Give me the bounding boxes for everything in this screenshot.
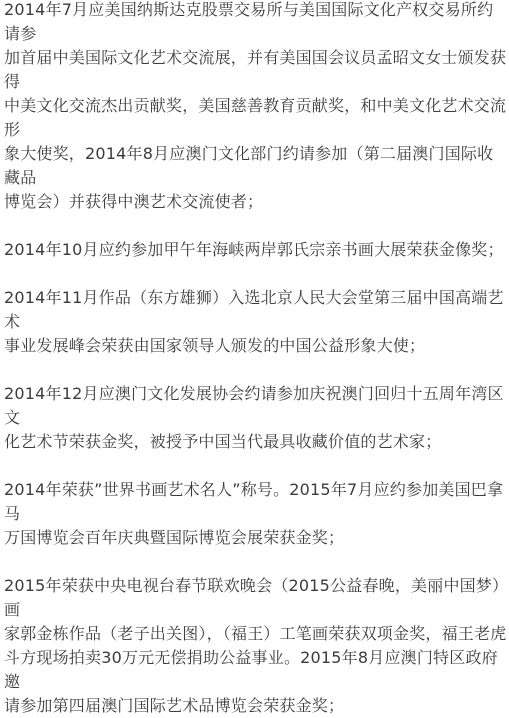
paragraph-2014-october: 2014年10月应约参加甲午年海峡两岸郭氏宗亲书画大展荣获金像奖；	[4, 240, 504, 259]
article-body	[4, 0, 507, 718]
paragraph-2014-november: 2014年11月作品（东方雄狮）入选北京人民大会堂第三届中国高端艺术 事业发展峰会荣获由国家领导人颁发的中国公益形象大使；	[4, 288, 504, 355]
paragraph-2015-awards: 2015年荣获中央电视台春节联欢晚会（2015公益春晚，美丽中国梦）画 家郭金栋作品（老子出关图），（福王）工笔画荣获双项金奖，福王老虎 斗方现场拍卖30万元无偿捐助公益事业。2015年8月应澳门特区政府邀 请参加第四届澳门国际艺术品博览会荣获金奖；	[4, 576, 507, 715]
paragraph-2014-july: 2014年7月应美国纳斯达克股票交易所与美国国际文化产权交易所约请参 加首届中美国际文化艺术交流展，并有美国国会议员孟昭文女士颁发获得 中美文化交流杰出贡献奖，美国慈善教育贡献奖，和中美文化艺术交流形 象大使奖，2014年8月应澳门文化部门约请参加（第二届澳门国际收藏品 博览会）并获得中澳艺术交流使者；	[4, 0, 507, 211]
paragraph-2014-honor: 2014年荣获”世界书画艺术名人”称号。2015年7月应约参加美国巴拿马 万国博览会百年庆典暨国际博览会展荣获金奖；	[4, 480, 504, 547]
paragraph-2014-december: 2014年12月应澳门文化发展协会约请参加庆祝澳门回归十五周年湾区文 化艺术节荣获金奖，被授予中国当代最具收藏价值的艺术家；	[4, 384, 504, 451]
